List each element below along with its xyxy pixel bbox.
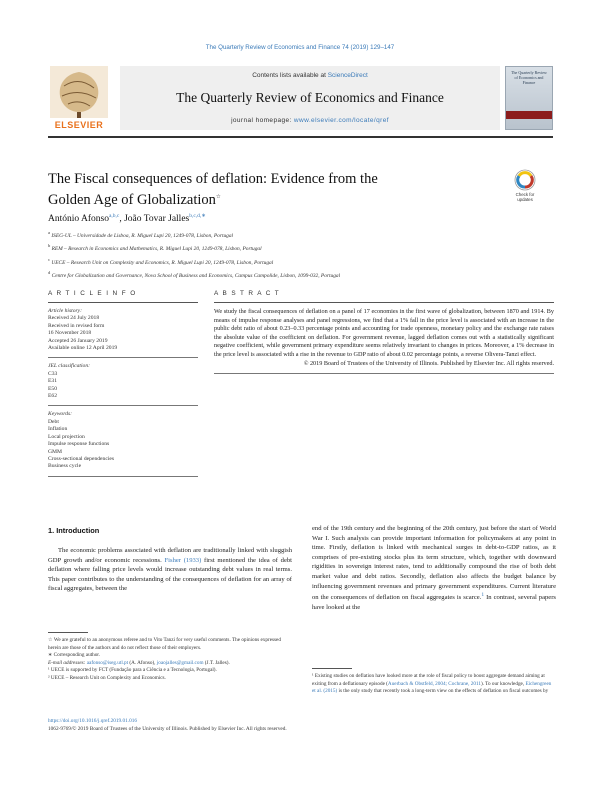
email-label: E-mail addresses: xyxy=(48,659,87,666)
homepage-line xyxy=(120,117,500,124)
check-badge-line2: updates xyxy=(517,197,533,202)
author-list xyxy=(48,213,206,224)
citation-auerbach-cochrane[interactable]: Auerbach & Obstfeld, 2004; Cochrane, 2011 xyxy=(387,680,481,687)
affiliation-tag: b xyxy=(48,243,51,249)
footnote-1-text: ¹ Existing studies on deflation have looked more at the role of fiscal policy to boost aggregate demand aiming at exiting from a deflationary episode ( xyxy=(312,673,545,687)
abstract-bottom-rule xyxy=(214,373,554,374)
keyword: Local projection xyxy=(48,433,85,440)
corresponding-author-note: ∗ Corresponding author. xyxy=(48,652,101,659)
abstract-heading: A B S T R A C T xyxy=(214,290,554,303)
doi-link[interactable]: https://doi.org/10.1016/j.qref.2019.01.016 xyxy=(48,718,138,724)
article-info-column xyxy=(48,290,198,477)
author-separator: , xyxy=(119,214,125,225)
citation-eichengreen-2015[interactable]: Eichengreen et al. (2015) xyxy=(312,680,552,695)
article-info-heading: A R T I C L E I N F O xyxy=(48,290,198,303)
journal-title: The Quarterly Review of Economics and Finance xyxy=(176,90,444,105)
issn-copyright-line: 1062-9769/© 2019 Board of Trustees of the University of Illinois. Published by Elsevier Inc. All rights reserved. xyxy=(48,725,287,732)
footnote-rule xyxy=(312,668,352,669)
abstract-text: We study the fiscal consequences of deflation on a panel of 17 economies in the first wave of globalization, between 1870 and 1914. By means of impulse response analyses and panel regressions, we find that a 1% fall in the price level is associated with an increase in the public debt ratio of about 0.23–0.33 percentage points and accounting for trade openness, monetary policy and the exchange rate raises the absolute value of the coefficient on deflation. For government revenue, lagged deflation comes out with a statistically significant negative coefficient, while government primary expenditure seems relatively invariant to changes in prices. Moreover, a 1% decrease in the price level is associated with a rise in the revenue to GDP ratio of about 0.02 percentage points, a reverse Olivera-Tanzi effect. xyxy=(214,308,554,358)
contents-prefix: Contents lists available at xyxy=(252,72,328,79)
journal-citation-header[interactable]: The Quarterly Review of Economics and Finance 74 (2019) 129–147 xyxy=(205,44,395,51)
intro-paragraph-1-cont: first mentioned the idea of debt deflation where falling price levels would increase outstanding debt values in real terms. This paper contributes to the understanding of the consequences of deflation for an array of fiscal aggregates, between the xyxy=(48,556,292,593)
jel-code: E50 xyxy=(48,385,58,392)
keyword: GMM xyxy=(48,448,62,455)
intro-right-column xyxy=(312,524,556,613)
keyword: Impulse response functions xyxy=(48,441,110,448)
history-item: Received in revised form xyxy=(48,322,105,329)
abstract-copyright: © 2019 Board of Trustees of the University of Illinois. Published by Elsevier Inc. All rights reserved. xyxy=(303,359,554,367)
affiliation-text: UECE – Research Unit on Complexity and Economics, R. Miguel Lupi 20, 1249-078, Lisbon, Portugal xyxy=(51,259,274,266)
footnote-ref-1[interactable]: 1 xyxy=(481,592,485,599)
history-label: Article history: xyxy=(48,308,83,314)
footnote-1 xyxy=(312,673,556,696)
contents-line xyxy=(120,72,500,79)
intro-left-column xyxy=(48,546,292,594)
jel-code: C33 xyxy=(48,370,58,377)
left-footnotes xyxy=(48,632,292,683)
check-badge-label xyxy=(508,192,542,202)
affiliation-text: Centre for Globalization and Governance, Nova School of Business and Economics, Campus Campolide, Lisbon, 1099-032, Portugal xyxy=(51,272,341,279)
email-name-afonso: (A. Afonso), xyxy=(128,659,157,666)
publication-footer xyxy=(48,718,287,733)
affiliation-item xyxy=(48,228,553,241)
sciencedirect-link[interactable]: ScienceDirect xyxy=(327,72,368,79)
affiliation-item xyxy=(48,268,553,281)
email-name-jalles: (J.T. Jalles). xyxy=(203,659,230,666)
paper-title-line1: The Fiscal consequences of deflation: Evidence from the xyxy=(48,171,378,187)
abstract-column xyxy=(214,290,554,374)
jel-classification xyxy=(48,358,198,406)
homepage-prefix: journal homepage: xyxy=(231,117,294,124)
citation-fisher-1933[interactable]: Fisher (1933) xyxy=(164,556,202,564)
footnote-1-text-end: is the only study that recently took a long-term view on the effects of deflation on fiscal outcomes by xyxy=(337,688,549,695)
author-1-affil-marks[interactable]: a,b,c xyxy=(108,213,120,219)
footnote-1-text-cont: ). To our knowledge, xyxy=(480,680,526,687)
affiliations xyxy=(48,228,553,281)
affiliation-item xyxy=(48,255,553,268)
journal-masthead xyxy=(48,66,553,138)
keyword: Business cycle xyxy=(48,463,82,470)
intro-right-text: end of the 19th century and the beginning of the 20th century, just before the start of World War I. Such analysis can provide important information for policymakers at any point in time. Firstly, deflation is linked with mechanical surges in debt-to-GDP ratios, as it comprises of pre-existing stocks plus its term structure, which, together with downward rigidities in sovereign interest rates, tend to additionally compound the rise of both debt market value and debt ratios. Secondly, deflation also affects the budget balance by influencing government revenues and primary government expenditures. Current literature on the consequences of deflation on fiscal aggregates is scarce. xyxy=(312,525,556,602)
affiliation-item xyxy=(48,241,553,254)
homepage-link[interactable]: www.elsevier.com/locate/qref xyxy=(293,117,389,124)
affiliation-tag: d xyxy=(48,269,51,275)
intro-right-text-cont: In contrast, several papers have looked at the xyxy=(312,594,556,611)
history-item: 16 November 2018 xyxy=(48,330,92,337)
cover-title: The Quarterly Review of Economics and Finance xyxy=(511,70,547,85)
check-badge-line1: Check for xyxy=(515,192,535,197)
jel-label: JEL classification: xyxy=(48,363,91,370)
cover-band xyxy=(506,111,552,119)
affiliation-tag: a xyxy=(48,230,50,235)
keyword: Inflation xyxy=(48,426,68,433)
funding-note-1: ¹ UECE is supported by FCT (Fundação para a Ciência e a Tecnologia, Portugal). xyxy=(48,667,217,674)
introduction-heading: 1. Introduction xyxy=(48,526,100,535)
masthead-center-panel xyxy=(120,66,500,130)
history-item: Accepted 26 January 2019 xyxy=(48,337,108,344)
footnote-rule xyxy=(48,632,88,633)
author-2: João Tovar Jalles xyxy=(124,214,190,225)
jel-code: E31 xyxy=(48,378,58,385)
journal-cover-thumbnail xyxy=(505,66,553,130)
title-footnote-mark[interactable]: ☆ xyxy=(215,194,221,200)
author-1: António Afonso xyxy=(48,214,109,225)
paper-title-line2: Golden Age of Globalization xyxy=(48,191,216,208)
keywords-label: Keywords: xyxy=(48,411,73,418)
author-2-affil-marks[interactable]: b,c,d,∗ xyxy=(189,213,206,219)
affiliation-text: ISEG-UL – Universidade de Lisboa, R. Miguel Lupi 20, 1249-078, Lisbon, Portugal xyxy=(51,232,234,239)
funding-note-2: ² UECE – Research Unit on Complexity and Economics. xyxy=(48,674,166,681)
paper-title xyxy=(48,170,458,209)
right-footnotes xyxy=(312,668,556,696)
elsevier-wordmark: ELSEVIER xyxy=(54,120,104,130)
email-link-afonso[interactable]: aafonso@iseg.utl.pt xyxy=(86,659,129,666)
history-item: Available online 12 April 2019 xyxy=(48,345,118,352)
acknowledgement-footnote: ☆ We are grateful to an anonymous referee and to Vito Tanzi for very useful comments. The opinions expressed herein are those of the authors and do not reflect those of their employers. xyxy=(48,637,281,651)
article-history xyxy=(48,303,198,358)
affiliation-tag: c xyxy=(48,256,50,262)
keywords xyxy=(48,406,198,476)
jel-code: E62 xyxy=(48,393,58,400)
keyword: Debt xyxy=(48,418,59,425)
history-item: Received 24 July 2018 xyxy=(48,315,100,322)
keyword: Cross-sectional dependencies xyxy=(48,455,115,462)
check-for-updates-button[interactable] xyxy=(508,168,542,204)
intro-paragraph-1: The economic problems associated with deflation are traditionally linked with sluggish GDP growth and/or economic recessions. xyxy=(48,547,292,564)
affiliation-text: REM – Research in Economics and Mathematics, R. Miguel Lupi 20, 1249-078, Lisbon, Portugal xyxy=(51,246,262,253)
email-link-jalles[interactable]: joaojalles@gmail.com xyxy=(156,659,204,666)
